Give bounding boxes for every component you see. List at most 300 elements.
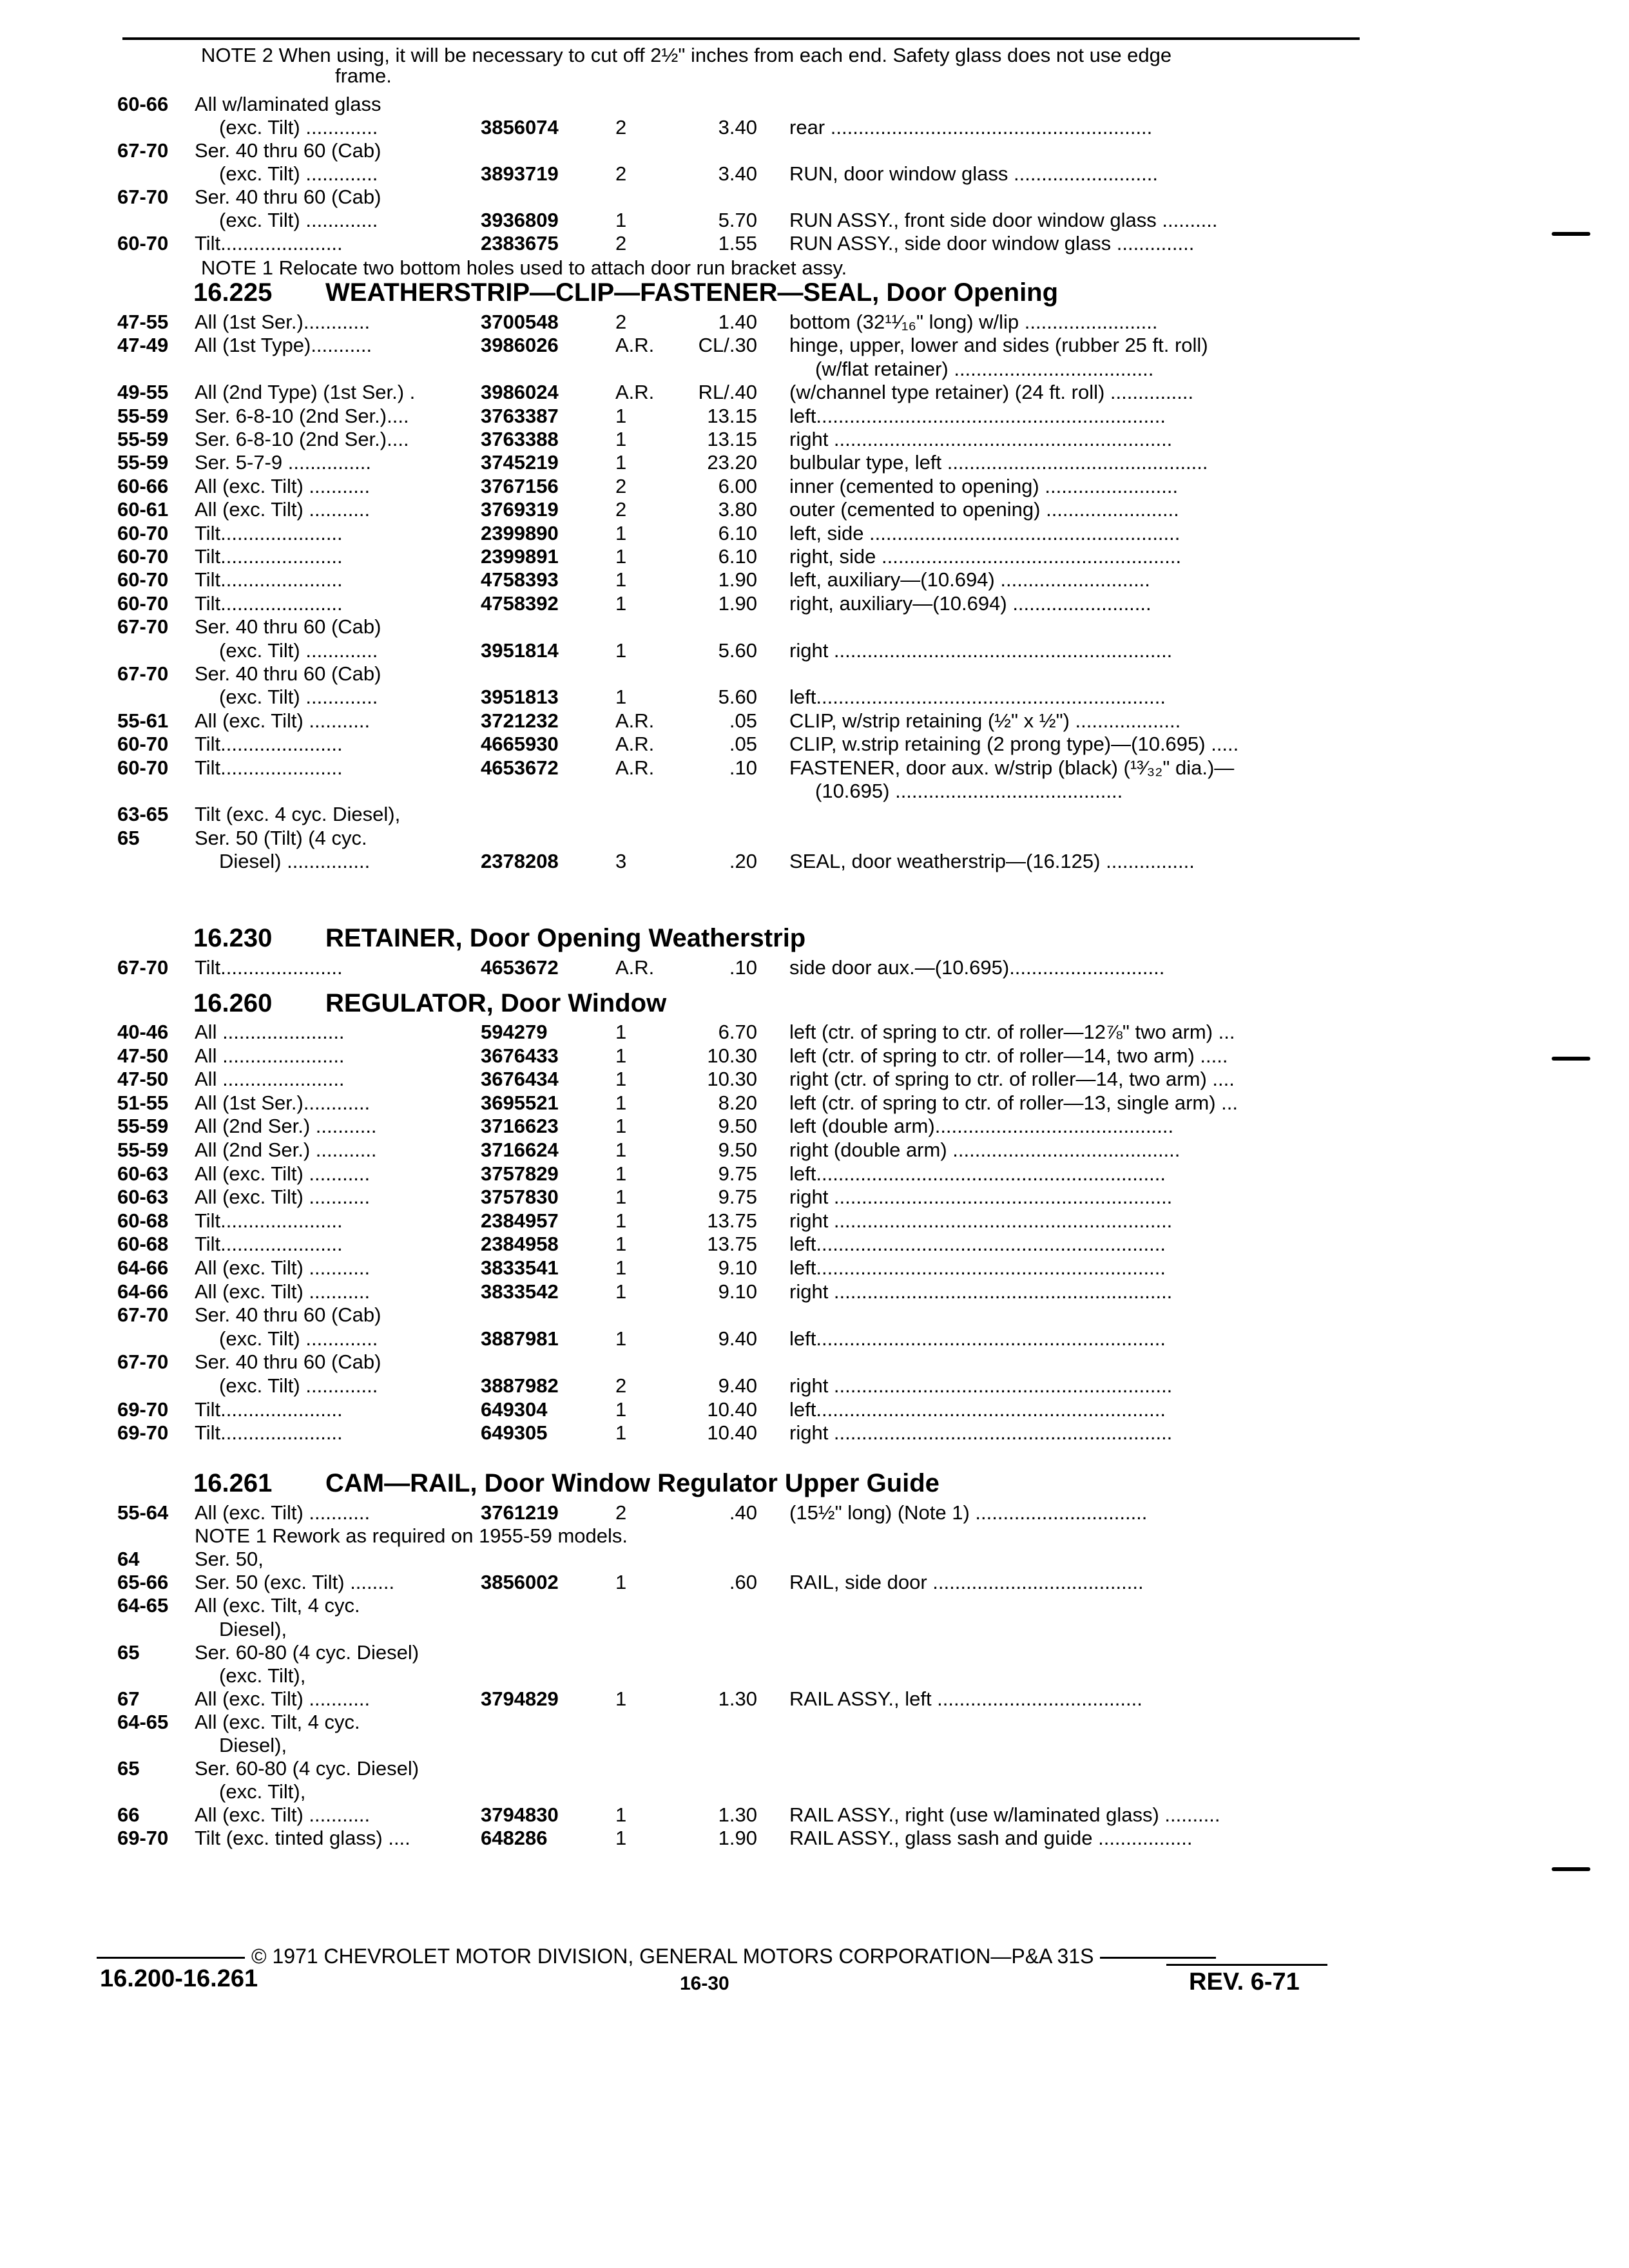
list-price: 3.40 (718, 162, 757, 185)
list-price: 10.30 (707, 1044, 757, 1067)
quantity: 1 (615, 428, 627, 450)
part-number: 3769319 (481, 498, 559, 521)
parts-row (0, 1757, 1629, 1780)
description: RUN ASSY., side door window glass .............. (789, 232, 1195, 255)
model-years: 69-70 (117, 1827, 169, 1850)
application: Ser. 5-7-9 ............... (195, 451, 371, 474)
quantity: 1 (615, 1327, 627, 1350)
description: SEAL, door weatherstrip—(16.125) ................ (789, 850, 1195, 873)
parts-row (0, 756, 1629, 780)
quantity: 2 (615, 162, 627, 185)
list-price: 9.50 (718, 1139, 757, 1161)
part-number: 3856002 (481, 1571, 559, 1594)
part-number: 649304 (481, 1398, 548, 1421)
description: left, side ........................................................ (789, 521, 1181, 544)
description: bottom (32¹¹⁄₁₆" long) w/lip ........................ (789, 311, 1158, 333)
application: Ser. 40 thru 60 (Cab) (195, 139, 381, 162)
model-years: 60-70 (117, 568, 169, 591)
parts-row (0, 1803, 1629, 1827)
quantity: 1 (615, 639, 627, 662)
description: right ............................................................. (789, 1280, 1173, 1303)
list-price: 5.70 (718, 209, 757, 231)
part-number: 3676434 (481, 1068, 559, 1091)
application: Diesel), (219, 1617, 287, 1640)
parts-row (0, 592, 1629, 615)
application: Tilt (exc. tinted glass) .... (195, 1827, 410, 1850)
list-price: 6.10 (718, 521, 757, 544)
description: right, auxiliary—(10.694) ......................... (789, 591, 1152, 615)
model-years: 47-50 (117, 1068, 169, 1091)
quantity: 1 (615, 1209, 627, 1232)
part-number: 3893719 (481, 162, 559, 185)
parts-row (0, 1303, 1629, 1327)
application: Ser. 6-8-10 (2nd Ser.).... (195, 428, 409, 450)
parts-row (0, 232, 1629, 255)
application: All (exc. Tilt) ........... (195, 1687, 371, 1710)
part-number: 4653672 (481, 756, 559, 779)
parts-row (0, 381, 1629, 404)
description: right ............................................................. (789, 1186, 1173, 1209)
footer-rev-rule (1166, 1964, 1327, 1966)
application: Ser. 40 thru 60 (Cab) (195, 186, 381, 208)
description: left............................................................... (789, 1398, 1166, 1421)
description: right (double arm) ......................................... (789, 1139, 1181, 1161)
quantity: 1 (615, 521, 627, 544)
model-years: 49-55 (117, 381, 169, 404)
application: Ser. 40 thru 60 (Cab) (195, 615, 381, 639)
description: right ............................................................. (789, 639, 1173, 662)
application: (exc. Tilt) ............. (219, 209, 378, 231)
parts-row (0, 639, 1629, 662)
part-number: 3716624 (481, 1139, 559, 1161)
application: Tilt...................... (195, 232, 343, 255)
list-price: 6.00 (718, 474, 757, 497)
application: Ser. 50 (Tilt) (4 cyc. (195, 826, 367, 849)
parts-row (0, 1548, 1629, 1571)
application: All (exc. Tilt) ........... (195, 1186, 371, 1209)
quantity: A.R. (615, 334, 655, 357)
part-number: 3986024 (481, 381, 559, 404)
quantity: 1 (615, 1571, 627, 1594)
description: (15½" long) (Note 1) ............................... (789, 1501, 1148, 1524)
application: Ser. 6-8-10 (2nd Ser.).... (195, 404, 409, 427)
list-price: 1.90 (718, 591, 757, 615)
application: Tilt...................... (195, 1233, 343, 1256)
description: RAIL ASSY., left ..................................... (789, 1687, 1142, 1710)
part-number: 2384958 (481, 1233, 559, 1256)
parts-row (0, 1327, 1629, 1350)
description: right ............................................................. (789, 1421, 1173, 1445)
quantity: 3 (615, 850, 627, 873)
application: Tilt...................... (195, 1421, 343, 1445)
application: Ser. 60-80 (4 cyc. Diesel) (195, 1757, 419, 1780)
list-price: 1.40 (718, 311, 757, 333)
parts-row (0, 1256, 1629, 1280)
part-number: 4653672 (481, 956, 559, 979)
part-number: 3695521 (481, 1091, 559, 1114)
part-number: 3833541 (481, 1256, 559, 1279)
parts-row (0, 1398, 1629, 1421)
list-price: 9.50 (718, 1115, 757, 1138)
list-price: .10 (729, 956, 757, 979)
model-years: 55-59 (117, 1139, 169, 1161)
quantity: 2 (615, 474, 627, 497)
parts-row (0, 451, 1629, 474)
application: Ser. 40 thru 60 (Cab) (195, 1303, 381, 1327)
parts-row (0, 1021, 1629, 1044)
application: (exc. Tilt) ............. (219, 1327, 378, 1350)
quantity: 2 (615, 498, 627, 521)
list-price: 10.30 (707, 1068, 757, 1091)
model-years: 60-70 (117, 756, 169, 779)
quantity: 2 (615, 311, 627, 333)
application: All ...................... (195, 1044, 345, 1067)
description: left............................................................... (789, 404, 1166, 427)
list-price: 9.75 (718, 1162, 757, 1185)
footer-revision: REV. 6-71 (1189, 1968, 1300, 1995)
description: right ............................................................. (789, 428, 1173, 450)
model-years: 60-63 (117, 1186, 169, 1209)
parts-row (0, 1501, 1629, 1524)
margin-mark (1552, 232, 1590, 236)
model-years: 47-50 (117, 1044, 169, 1067)
parts-row (0, 1374, 1629, 1398)
quantity: 2 (615, 1501, 627, 1524)
model-years: 60-68 (117, 1209, 169, 1232)
part-number: 2384957 (481, 1209, 559, 1232)
model-years: 60-61 (117, 498, 169, 521)
description: inner (cemented to opening) ........................ (789, 474, 1179, 497)
application: All (2nd Ser.) ........... (195, 1139, 377, 1161)
part-number: 3676433 (481, 1044, 559, 1067)
description: RAIL ASSY., glass sash and guide ................. (789, 1827, 1193, 1850)
list-price: 13.75 (707, 1233, 757, 1256)
section-heading-16-261: 16.261 CAM—RAIL, Door Window Regulator Upper Guide (193, 1469, 940, 1497)
parts-row (0, 1421, 1629, 1445)
parts-row (0, 1734, 1629, 1757)
section-heading-16-230: 16.230 RETAINER, Door Opening Weatherstrip (193, 924, 806, 952)
application: All (1st Ser.)............ (195, 311, 371, 333)
model-years: 67-70 (117, 615, 169, 639)
application: All (exc. Tilt) ........... (195, 1162, 371, 1185)
part-number: 4758393 (481, 568, 559, 591)
application: All ...................... (195, 1021, 345, 1043)
model-years: 64-66 (117, 1280, 169, 1303)
list-price: .20 (729, 850, 757, 873)
quantity: 1 (615, 209, 627, 231)
application: Tilt...................... (195, 591, 343, 615)
quantity: 2 (615, 1374, 627, 1397)
description: right, side ...................................................... (789, 545, 1182, 568)
application: Diesel) ............... (219, 850, 371, 873)
parts-row (0, 1186, 1629, 1209)
part-number: 3700548 (481, 311, 559, 333)
part-number: 594279 (481, 1021, 548, 1043)
quantity: 1 (615, 1421, 627, 1445)
list-price: .05 (729, 709, 757, 732)
part-number: 3794829 (481, 1687, 559, 1710)
quantity: A.R. (615, 956, 655, 979)
description: CLIP, w/strip retaining (½" x ½") ................... (789, 709, 1181, 732)
parts-row (0, 1664, 1629, 1687)
part-number: 3936809 (481, 209, 559, 231)
quantity: 1 (615, 1398, 627, 1421)
application: (exc. Tilt) ............. (219, 1374, 378, 1397)
model-years: 55-59 (117, 1115, 169, 1138)
description: (10.695) ......................................... (815, 780, 1123, 802)
list-price: 3.80 (718, 498, 757, 521)
part-number: 2383675 (481, 232, 559, 255)
description: RAIL, side door ...................................... (789, 1571, 1144, 1594)
model-years: 66 (117, 1803, 140, 1827)
list-price: 13.15 (707, 404, 757, 427)
parts-row (0, 1827, 1629, 1850)
application: (exc. Tilt) ............. (219, 686, 378, 709)
parts-row (0, 93, 1629, 116)
description: RUN ASSY., front side door window glass .......... (789, 209, 1218, 231)
quantity: A.R. (615, 756, 655, 779)
description: right (ctr. of spring to ctr. of roller—14, two arm) .... (789, 1068, 1235, 1091)
list-price: 8.20 (718, 1091, 757, 1114)
model-years: 60-70 (117, 591, 169, 615)
list-price: 1.30 (718, 1803, 757, 1827)
quantity: A.R. (615, 709, 655, 732)
model-years: 60-63 (117, 1162, 169, 1185)
list-price: 9.40 (718, 1374, 757, 1397)
list-price: 6.70 (718, 1021, 757, 1043)
list-price: 1.55 (718, 232, 757, 255)
application: NOTE 1 Rework as required on 1955-59 models. (195, 1524, 628, 1548)
section-heading-16-260: 16.260 REGULATOR, Door Window (193, 989, 667, 1017)
list-price: .60 (729, 1571, 757, 1594)
parts-row (0, 1641, 1629, 1664)
footer-copyright: © 1971 CHEVROLET MOTOR DIVISION, GENERAL MOTORS CORPORATION—P&A 31S (97, 1945, 1216, 1968)
list-price: 23.20 (707, 451, 757, 474)
model-years: 65 (117, 1757, 140, 1780)
part-number: 3757829 (481, 1162, 559, 1185)
parts-row (0, 1524, 1629, 1548)
application: All (exc. Tilt) ........... (195, 474, 371, 497)
part-number: 2378208 (481, 850, 559, 873)
quantity: 1 (615, 1115, 627, 1138)
part-number: 3757830 (481, 1186, 559, 1209)
description: left............................................................... (789, 1256, 1166, 1279)
parts-row (0, 827, 1629, 850)
parts-row (0, 1780, 1629, 1803)
description: (w/channel type retainer) (24 ft. roll) ............... (789, 381, 1194, 404)
parts-row (0, 803, 1629, 826)
part-number: 2399891 (481, 545, 559, 568)
application: All (1st Ser.)............ (195, 1091, 371, 1114)
parts-row (0, 956, 1629, 979)
description: left............................................................... (789, 1327, 1166, 1350)
model-years: 64-66 (117, 1256, 169, 1279)
application: Ser. 50, (195, 1548, 264, 1571)
application: Diesel), (219, 1734, 287, 1756)
parts-row (0, 1115, 1629, 1138)
parts-row (0, 709, 1629, 733)
application: Ser. 40 thru 60 (Cab) (195, 662, 381, 685)
application: All (2nd Ser.) ........... (195, 1115, 377, 1138)
part-number: 4758392 (481, 591, 559, 615)
model-years: 60-70 (117, 232, 169, 255)
model-years: 55-61 (117, 709, 169, 732)
part-number: 3986026 (481, 334, 559, 357)
quantity: 1 (615, 1256, 627, 1279)
part-number: 4665930 (481, 733, 559, 756)
application: All (exc. Tilt) ........... (195, 498, 371, 521)
quantity: 1 (615, 1803, 627, 1827)
model-years: 64 (117, 1548, 140, 1571)
list-price: 5.60 (718, 639, 757, 662)
application: Tilt...................... (195, 521, 343, 544)
parts-row (0, 186, 1629, 209)
application: Tilt...................... (195, 545, 343, 568)
quantity: 1 (615, 1687, 627, 1710)
description: FASTENER, door aux. w/strip (black) (¹³⁄₃₂" dia.)— (789, 756, 1235, 779)
part-number: 3763387 (481, 404, 559, 427)
model-years: 47-49 (117, 334, 169, 357)
parts-row (0, 1233, 1629, 1256)
model-years: 67-70 (117, 1350, 169, 1374)
parts-row (0, 850, 1629, 873)
model-years: 47-55 (117, 311, 169, 333)
model-years: 69-70 (117, 1398, 169, 1421)
description: right ............................................................. (789, 1209, 1173, 1232)
part-number: 3761219 (481, 1501, 559, 1524)
footer-page-number: 16-30 (680, 1973, 729, 1994)
list-price: .40 (729, 1501, 757, 1524)
application: All (exc. Tilt) ........... (195, 709, 371, 732)
model-years: 60-66 (117, 93, 169, 115)
model-years: 63-65 (117, 803, 169, 826)
model-years: 60-66 (117, 474, 169, 497)
parts-row (0, 1280, 1629, 1303)
part-number: 3763388 (481, 428, 559, 450)
quantity: 2 (615, 116, 627, 139)
application: All w/laminated glass (195, 93, 381, 115)
model-years: 40-46 (117, 1021, 169, 1043)
parts-row (0, 615, 1629, 639)
parts-row (0, 545, 1629, 568)
list-price: 9.75 (718, 1186, 757, 1209)
parts-row (0, 780, 1629, 803)
model-years: 65-66 (117, 1571, 169, 1594)
description: (w/flat retainer) .................................... (815, 357, 1154, 380)
application: (exc. Tilt) ............. (219, 116, 378, 139)
description: CLIP, w.strip retaining (2 prong type)—(10.695) ..... (789, 733, 1239, 756)
part-number: 3887981 (481, 1327, 559, 1350)
list-price: 6.10 (718, 545, 757, 568)
parts-row (0, 1350, 1629, 1374)
application: All (exc. Tilt, 4 cyc. (195, 1594, 360, 1617)
top-rule (122, 37, 1360, 40)
application: All (exc. Tilt) ........... (195, 1803, 371, 1827)
note-2-line-1: NOTE 2 When using, it will be necessary to cut off 2½" inches from each end. Safety glass does not use edge (201, 44, 1172, 66)
parts-row (0, 1687, 1629, 1711)
parts-row (0, 1091, 1629, 1115)
parts-row (0, 1711, 1629, 1734)
part-number: 3721232 (481, 709, 559, 732)
application: Tilt...................... (195, 1398, 343, 1421)
part-number: 3745219 (481, 451, 559, 474)
model-years: 64-65 (117, 1594, 169, 1617)
application: All (exc. Tilt) ........... (195, 1280, 371, 1303)
description: bulbular type, left ............................................... (789, 451, 1208, 474)
list-price: .05 (729, 733, 757, 756)
parts-row (0, 686, 1629, 709)
parts-row (0, 162, 1629, 186)
model-years: 67-70 (117, 662, 169, 685)
parts-row (0, 1162, 1629, 1186)
model-years: 60-70 (117, 733, 169, 756)
model-years: 69-70 (117, 1421, 169, 1445)
description: hinge, upper, lower and sides (rubber 25 ft. roll) (789, 334, 1208, 357)
application: Tilt...................... (195, 1209, 343, 1232)
description: left............................................................... (789, 686, 1166, 709)
quantity: 1 (615, 591, 627, 615)
list-price: 9.10 (718, 1280, 757, 1303)
list-price: 13.15 (707, 428, 757, 450)
quantity: 1 (615, 451, 627, 474)
model-years: 60-70 (117, 521, 169, 544)
model-years: 60-70 (117, 545, 169, 568)
part-number: 3951814 (481, 639, 559, 662)
description: left............................................................... (789, 1233, 1166, 1256)
parts-row (0, 1044, 1629, 1068)
description: RAIL ASSY., right (use w/laminated glass) .......... (789, 1803, 1220, 1827)
parts-row (0, 568, 1629, 591)
model-years: 65 (117, 1640, 140, 1664)
parts-row (0, 139, 1629, 162)
model-years: 55-59 (117, 451, 169, 474)
description: side door aux.—(10.695)............................ (789, 956, 1165, 979)
list-price: 9.10 (718, 1256, 757, 1279)
list-price: 1.90 (718, 1827, 757, 1850)
application: All (exc. Tilt) ........... (195, 1256, 371, 1279)
description: left (ctr. of spring to ctr. of roller—12⅞" two arm) ... (789, 1021, 1235, 1043)
description: left (ctr. of spring to ctr. of roller—13, single arm) ... (789, 1091, 1239, 1114)
parts-row (0, 475, 1629, 498)
parts-row (0, 1068, 1629, 1091)
parts-row (0, 733, 1629, 756)
part-number: 3887982 (481, 1374, 559, 1397)
quantity: 1 (615, 1021, 627, 1043)
quantity: 1 (615, 545, 627, 568)
part-number: 3856074 (481, 116, 559, 139)
parts-row (0, 311, 1629, 334)
parts-row (0, 1139, 1629, 1162)
description: left, auxiliary—(10.694) ........................... (789, 568, 1150, 591)
application: Tilt...................... (195, 756, 343, 779)
model-years: 67-70 (117, 139, 169, 162)
model-years: 67-70 (117, 956, 169, 979)
note-2-line-2: frame. (335, 64, 392, 87)
quantity: 1 (615, 1186, 627, 1209)
parts-row (0, 116, 1629, 139)
model-years: 64-65 (117, 1710, 169, 1733)
list-price: 13.75 (707, 1209, 757, 1232)
footer-group-range: 16.200-16.261 (100, 1965, 258, 1992)
application: All (exc. Tilt, 4 cyc. (195, 1710, 360, 1733)
quantity: 1 (615, 568, 627, 591)
margin-mark (1552, 1057, 1590, 1061)
list-price: 3.40 (718, 116, 757, 139)
quantity: 1 (615, 1044, 627, 1067)
parts-row (0, 428, 1629, 451)
parts-row (0, 498, 1629, 521)
description: outer (cemented to opening) ........................ (789, 498, 1179, 521)
